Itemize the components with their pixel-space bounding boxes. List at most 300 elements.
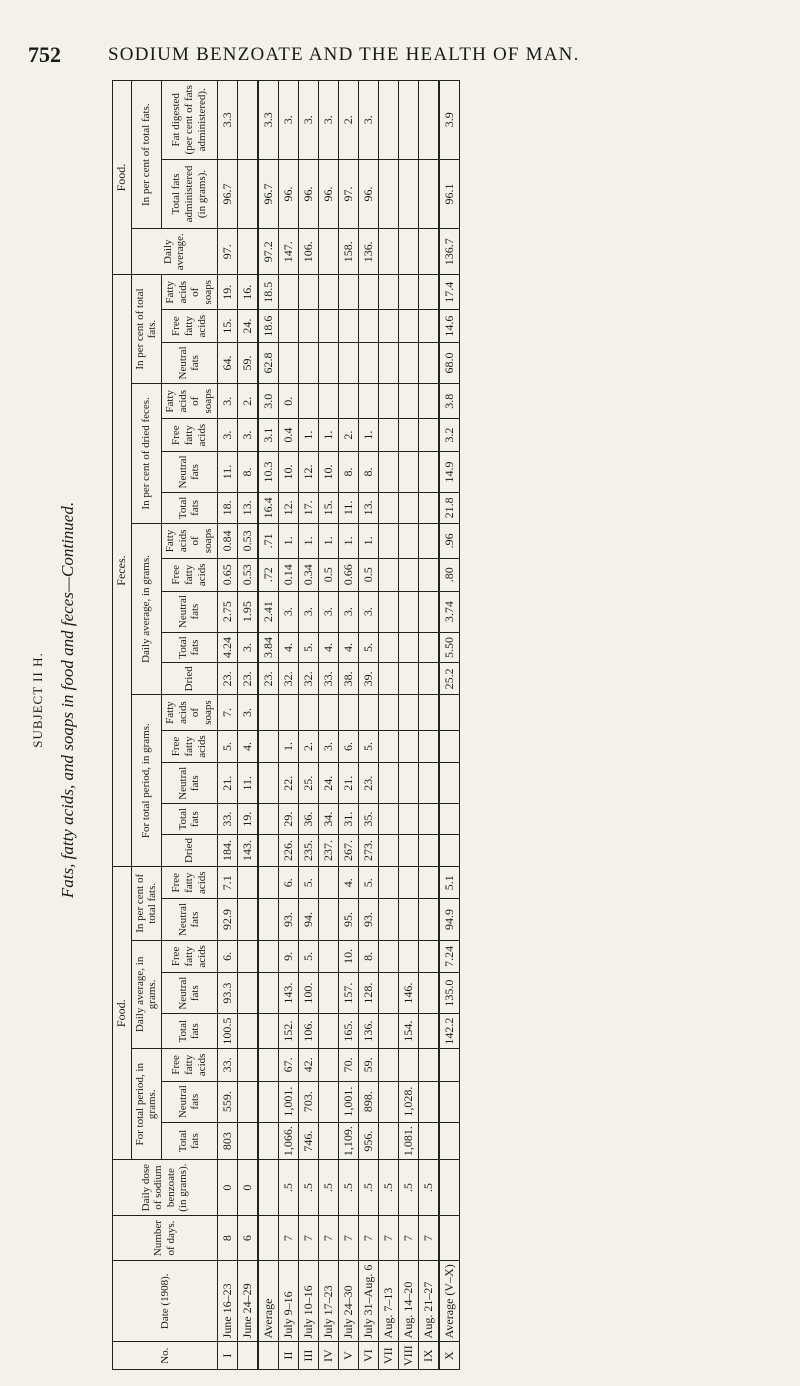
h-xp-ffa: Free fatty acids (162, 419, 218, 451)
cell-non: 3. (318, 81, 338, 160)
cell-xd-neu: 1.95 (237, 591, 258, 632)
cell-xd-soap: 1. (338, 523, 358, 558)
cell-xd-neu: 2.41 (258, 591, 279, 632)
cell-no: IV (318, 1342, 338, 1370)
cell-dose: .5 (298, 1160, 318, 1215)
cell-xp-ffa (378, 419, 398, 451)
cell-xt-neu (338, 342, 358, 383)
cell-x-tot (439, 804, 460, 835)
cell-xd-ffa: 0.14 (278, 559, 298, 591)
cell-xd-dr (378, 663, 398, 695)
cell-x-tot (378, 804, 398, 835)
cell-xp-ffa (398, 419, 418, 451)
cell-f-ffa (378, 1049, 398, 1081)
cell-fp-ffa (237, 867, 258, 899)
cell-xp-neu: 10. (318, 451, 338, 492)
cell-x-neu (398, 763, 418, 804)
cell-days: 7 (338, 1215, 358, 1260)
cell-xp-tot (398, 493, 418, 524)
cell-xt-ffa (278, 310, 298, 342)
cell-f-neu: 1,001. (338, 1081, 358, 1122)
cell-xd-soap: 1. (278, 523, 298, 558)
cell-date: July 10–16 (298, 1261, 318, 1342)
cell-xt-neu (358, 342, 378, 383)
cell-f-tot: 803 (217, 1122, 237, 1160)
cell-dig (418, 159, 439, 229)
cell-fdt: 97. (217, 229, 237, 275)
cell-f-ffa: 59. (358, 1049, 378, 1081)
cell-no: VIII (398, 1342, 418, 1370)
cell-xt-soap (298, 275, 318, 310)
rotated-table-container (112, 80, 792, 1370)
cell-xd-dr: 33. (318, 663, 338, 695)
cell-x-neu (378, 763, 398, 804)
cell-fd-ffa: 7.24 (439, 940, 460, 972)
cell-xp-neu (418, 451, 439, 492)
cell-fp-neu (318, 899, 338, 940)
cell-date: July 9–16 (278, 1261, 298, 1342)
h-f-ffa: Free fatty acids (162, 1049, 218, 1081)
cell-f-neu: 703. (298, 1081, 318, 1122)
cell-xd-tot: 4.24 (217, 632, 237, 663)
cell-x-soap (278, 695, 298, 730)
cell-x-dr (398, 834, 418, 866)
cell-non (418, 81, 439, 160)
cell-non: 2. (338, 81, 358, 160)
cell-non: 3.3 (217, 81, 237, 160)
cell-xd-neu: 3.74 (439, 591, 460, 632)
cell-x-ffa: 2. (298, 730, 318, 762)
cell-days: 7 (398, 1215, 418, 1260)
cell-no: VI (358, 1342, 378, 1370)
cell-xp-neu: 8. (338, 451, 358, 492)
cell-x-neu: 24. (318, 763, 338, 804)
col-days: Number of days. (113, 1215, 218, 1260)
cell-fd-tot: 142.2 (439, 1014, 460, 1049)
cell-xp-tot: 21.8 (439, 493, 460, 524)
cell-dig (398, 159, 418, 229)
cell-xt-ffa: 15. (217, 310, 237, 342)
table-row (398, 81, 418, 1370)
cell-fp-ffa: 5. (358, 867, 378, 899)
cell-date: July 17–23 (318, 1261, 338, 1342)
cell-xd-ffa: 0.5 (318, 559, 338, 591)
cell-fd-tot: 154. (398, 1014, 418, 1049)
cell-xt-ffa (318, 310, 338, 342)
cell-xt-soap: 18.5 (258, 275, 279, 310)
cell-xd-neu: 2.75 (217, 591, 237, 632)
cell-xp-ffa: 1. (358, 419, 378, 451)
cell-xd-neu: 3. (338, 591, 358, 632)
cell-fd-ffa (398, 940, 418, 972)
cell-x-soap (439, 695, 460, 730)
cell-days: 7 (318, 1215, 338, 1260)
cell-no: V (338, 1342, 358, 1370)
cell-xd-dr: 23. (237, 663, 258, 695)
cell-x-dr: 184. (217, 834, 237, 866)
cell-x-tot: 34. (318, 804, 338, 835)
cell-f-ffa (318, 1049, 338, 1081)
cell-fd-tot (258, 1014, 279, 1049)
cell-xd-soap (398, 523, 418, 558)
cell-xd-tot: 5. (358, 632, 378, 663)
cell-fp-neu (258, 899, 279, 940)
cell-f-ffa: 70. (338, 1049, 358, 1081)
cell-x-tot (398, 804, 418, 835)
cell-xt-soap (318, 275, 338, 310)
cell-x-dr: 235. (298, 834, 318, 866)
cell-f-tot (318, 1122, 338, 1160)
cell-days (258, 1215, 279, 1260)
cell-fd-ffa: 5. (298, 940, 318, 972)
cell-xd-dr: 32. (298, 663, 318, 695)
h-xt-neu: Neutral fats (162, 342, 218, 383)
h-fdt: Total fats administered (in grams). (162, 159, 218, 229)
cell-fp-neu: 95. (338, 899, 358, 940)
feces-daily-average: Daily average, in grams. (131, 523, 161, 695)
cell-fp-neu: 93. (358, 899, 378, 940)
group-food: Food. (113, 867, 132, 1160)
cell-f-tot (418, 1122, 439, 1160)
cell-fd-tot: 136. (358, 1014, 378, 1049)
cell-fp-ffa (258, 867, 279, 899)
cell-x-soap (258, 695, 279, 730)
col-dose: Daily dose of sodium benzoate (in grams). (113, 1160, 218, 1215)
cell-non (378, 81, 398, 160)
cell-xt-ffa (418, 310, 439, 342)
cell-xp-tot: 12. (278, 493, 298, 524)
cell-xt-soap (358, 275, 378, 310)
table-row (278, 81, 298, 1370)
h-fd-tot: Total fats (162, 1014, 218, 1049)
cell-fd-tot: 106. (298, 1014, 318, 1049)
cell-x-dr: 267. (338, 834, 358, 866)
cell-f-tot: 1,081. (398, 1122, 418, 1160)
cell-xt-ffa: 14.6 (439, 310, 460, 342)
table-row (318, 81, 338, 1370)
cell-fd-tot (318, 1014, 338, 1049)
cell-xd-ffa: 0.66 (338, 559, 358, 591)
cell-x-tot: 31. (338, 804, 358, 835)
cell-date: June 16–23 (217, 1261, 237, 1342)
cell-non (398, 81, 418, 160)
cell-xd-soap: 1. (298, 523, 318, 558)
cell-dose: .5 (378, 1160, 398, 1215)
cell-no: I (217, 1342, 237, 1370)
cell-xp-neu (398, 451, 418, 492)
cell-xp-soap (358, 384, 378, 419)
cell-x-tot: 36. (298, 804, 318, 835)
cell-xd-tot: 3.84 (258, 632, 279, 663)
cell-x-ffa (398, 730, 418, 762)
page-number: 752 (28, 42, 61, 67)
cell-date: Aug. 7–13 (378, 1261, 398, 1342)
h-f-neu: Neutral fats (162, 1081, 218, 1122)
cell-date: Aug. 21–27 (418, 1261, 439, 1342)
cell-date: Average (V–X) (439, 1261, 460, 1342)
cell-dig: 96. (318, 159, 338, 229)
cell-xt-soap (398, 275, 418, 310)
cell-xp-soap: 0. (278, 384, 298, 419)
cell-xd-ffa (418, 559, 439, 591)
cell-fp-neu (418, 899, 439, 940)
cell-xd-ffa: 0.5 (358, 559, 378, 591)
cell-x-soap (298, 695, 318, 730)
table-body (217, 81, 459, 1370)
cell-xt-ffa (338, 310, 358, 342)
cell-xt-ffa (298, 310, 318, 342)
cell-x-dr (418, 834, 439, 866)
cell-xt-neu: 59. (237, 342, 258, 383)
cell-dose: .5 (338, 1160, 358, 1215)
cell-fd-tot: 165. (338, 1014, 358, 1049)
h-xd-tot: Total fats (162, 632, 218, 663)
cell-fp-ffa: 5. (298, 867, 318, 899)
cell-fd-ffa: 9. (278, 940, 298, 972)
cell-f-ffa (439, 1049, 460, 1081)
cell-xd-dr: 32. (278, 663, 298, 695)
cell-xt-ffa: 24. (237, 310, 258, 342)
cell-x-dr: 273. (358, 834, 378, 866)
table-row (418, 81, 439, 1370)
cell-x-ffa (258, 730, 279, 762)
cell-days: 7 (418, 1215, 439, 1260)
cell-fd-neu: 135.0 (439, 973, 460, 1014)
cell-xt-neu (318, 342, 338, 383)
cell-f-tot: 1,066. (278, 1122, 298, 1160)
cell-f-tot: 956. (358, 1122, 378, 1160)
cell-fp-neu: 94.9 (439, 899, 460, 940)
table-row (258, 81, 279, 1370)
cell-dig: 96. (278, 159, 298, 229)
cell-fp-ffa: 4. (338, 867, 358, 899)
cell-f-neu: 559. (217, 1081, 237, 1122)
cell-days: 7 (278, 1215, 298, 1260)
cell-no (237, 1342, 258, 1370)
subject-heading: SUBJECT II H. (30, 652, 45, 748)
cell-xp-tot (378, 493, 398, 524)
cell-fp-neu: 94. (298, 899, 318, 940)
food-total-period: For total period, in grams. (131, 1049, 161, 1160)
h-xd-ffa: Free fatty acids (162, 559, 218, 591)
cell-xd-ffa (398, 559, 418, 591)
feces-dried-pct: In per cent of dried feces. (131, 384, 161, 524)
cell-fp-neu: 92.9 (217, 899, 237, 940)
feces-total-fats-pct: In per cent of total fats. (131, 275, 161, 384)
cell-xp-soap (398, 384, 418, 419)
h-x-dr: Dried (162, 834, 218, 866)
cell-fd-ffa: 10. (338, 940, 358, 972)
table-row (298, 81, 318, 1370)
h-x-tot: Total fats (162, 804, 218, 835)
cell-x-ffa (378, 730, 398, 762)
cell-xt-soap: 19. (217, 275, 237, 310)
cell-fd-neu: 143. (278, 973, 298, 1014)
cell-x-ffa (418, 730, 439, 762)
cell-xt-neu: 64. (217, 342, 237, 383)
cell-days: 7 (298, 1215, 318, 1260)
h-xp-soap: Fatty acids of soaps (162, 384, 218, 419)
cell-non: 3. (298, 81, 318, 160)
cell-x-tot (258, 804, 279, 835)
h-x-neu: Neutral fats (162, 763, 218, 804)
cell-x-tot: 35. (358, 804, 378, 835)
cell-no: II (278, 1342, 298, 1370)
cell-xp-neu: 8. (237, 451, 258, 492)
cell-fdt: 97.2 (258, 229, 279, 275)
cell-x-soap (378, 695, 398, 730)
cell-xt-soap: 17.4 (439, 275, 460, 310)
cell-fdt: 136. (358, 229, 378, 275)
cell-xp-soap (338, 384, 358, 419)
cell-xd-dr: 25.2 (439, 663, 460, 695)
cell-f-ffa: 42. (298, 1049, 318, 1081)
cell-xt-neu (298, 342, 318, 383)
cell-xd-soap: .96 (439, 523, 460, 558)
table-row (439, 81, 460, 1370)
cell-xd-tot (398, 632, 418, 663)
cell-fp-neu (378, 899, 398, 940)
h-xp-tot: Total fats (162, 493, 218, 524)
cell-xp-neu: 8. (358, 451, 378, 492)
cell-x-soap (398, 695, 418, 730)
cell-x-neu: 21. (217, 763, 237, 804)
cell-xd-soap (418, 523, 439, 558)
cell-fd-neu (237, 973, 258, 1014)
cell-x-neu: 25. (298, 763, 318, 804)
cell-non: 3. (358, 81, 378, 160)
cell-non: 3.3 (258, 81, 279, 160)
cell-x-neu (439, 763, 460, 804)
running-head: SODIUM BENZOATE AND THE HEALTH OF MAN. (108, 44, 580, 65)
cell-dig: 96.7 (217, 159, 237, 229)
cell-f-ffa: 33. (217, 1049, 237, 1081)
cell-fdt: 106. (298, 229, 318, 275)
h-x-ffa: Free fatty acids (162, 730, 218, 762)
cell-dig: 96. (358, 159, 378, 229)
cell-fp-neu (398, 899, 418, 940)
h-fd-ffa: Free fatty acids (162, 940, 218, 972)
h-fp-neu: Neutral fats (162, 899, 218, 940)
cell-f-neu: 1,001. (278, 1081, 298, 1122)
cell-fd-neu (258, 973, 279, 1014)
cell-xd-dr: 23. (258, 663, 279, 695)
cell-f-ffa: 67. (278, 1049, 298, 1081)
cell-xp-soap: 3.0 (258, 384, 279, 419)
cell-no: III (298, 1342, 318, 1370)
cell-fd-tot: 100.5 (217, 1014, 237, 1049)
cell-xp-ffa: 3.2 (439, 419, 460, 451)
cell-x-ffa: 6. (338, 730, 358, 762)
cell-f-tot (439, 1122, 460, 1160)
cell-fd-neu: 146. (398, 973, 418, 1014)
cell-f-neu: 1,028. (398, 1081, 418, 1122)
cell-f-ffa (258, 1049, 279, 1081)
cell-days: 6 (237, 1215, 258, 1260)
cell-xp-soap (378, 384, 398, 419)
cell-dig: 97. (338, 159, 358, 229)
cell-days: 7 (358, 1215, 378, 1260)
cell-xp-neu: 11. (217, 451, 237, 492)
cell-xp-tot: 17. (298, 493, 318, 524)
table-row (378, 81, 398, 1370)
table-row (338, 81, 358, 1370)
cell-fp-ffa: 7.1 (217, 867, 237, 899)
h-x-soap: Fatty acids of soaps (162, 695, 218, 730)
h-xt-ffa: Free fatty acids (162, 310, 218, 342)
cell-xd-ffa (378, 559, 398, 591)
cell-fd-ffa (378, 940, 398, 972)
cell-f-ffa (237, 1049, 258, 1081)
cell-dose: .5 (318, 1160, 338, 1215)
cell-fp-neu (237, 899, 258, 940)
cell-fd-tot (418, 1014, 439, 1049)
cell-xd-dr: 39. (358, 663, 378, 695)
group-feces: Feces. (113, 275, 132, 867)
cell-xd-ffa: 0.34 (298, 559, 318, 591)
cell-xd-soap: 0.84 (217, 523, 237, 558)
cell-x-dr (439, 834, 460, 866)
cell-xp-ffa: 0.4 (278, 419, 298, 451)
cell-dose: .5 (358, 1160, 378, 1215)
cell-no: IX (418, 1342, 439, 1370)
cell-f-neu (439, 1081, 460, 1122)
cell-non (237, 81, 258, 160)
cell-x-ffa: 5. (217, 730, 237, 762)
cell-xd-ffa: 0.65 (217, 559, 237, 591)
cell-dose: .5 (418, 1160, 439, 1215)
cell-xp-ffa: 2. (338, 419, 358, 451)
cell-dose: .5 (398, 1160, 418, 1215)
cell-f-ffa (398, 1049, 418, 1081)
cell-x-ffa (439, 730, 460, 762)
cell-xd-neu: 3. (358, 591, 378, 632)
cell-x-soap (318, 695, 338, 730)
cell-dose (439, 1160, 460, 1215)
cell-xd-dr: 38. (338, 663, 358, 695)
cell-dig (378, 159, 398, 229)
cell-x-tot: 29. (278, 804, 298, 835)
cell-x-ffa: 1. (278, 730, 298, 762)
h-xp-neu: Neutral fats (162, 451, 218, 492)
cell-non: 3.9 (439, 81, 460, 160)
cell-date: Average (258, 1261, 279, 1342)
cell-no: VII (378, 1342, 398, 1370)
cell-xd-tot (418, 632, 439, 663)
col-no: No. (113, 1342, 218, 1370)
cell-xd-dr: 23. (217, 663, 237, 695)
h-xd-neu: Neutral fats (162, 591, 218, 632)
cell-xp-soap: 3. (217, 384, 237, 419)
cell-xp-ffa: 1. (318, 419, 338, 451)
cell-fd-neu (378, 973, 398, 1014)
table-row (237, 81, 258, 1370)
cell-fp-ffa (378, 867, 398, 899)
cell-fd-ffa: 8. (358, 940, 378, 972)
cell-fd-neu: 93.3 (217, 973, 237, 1014)
cell-dig: 96.1 (439, 159, 460, 229)
cell-fdt (378, 229, 398, 275)
cell-f-neu: 898. (358, 1081, 378, 1122)
cell-xt-soap (418, 275, 439, 310)
cell-xd-tot: 5.50 (439, 632, 460, 663)
cell-xp-tot: 18. (217, 493, 237, 524)
cell-xt-soap (278, 275, 298, 310)
cell-x-neu (418, 763, 439, 804)
fats-table (112, 80, 460, 1370)
cell-x-neu: 23. (358, 763, 378, 804)
cell-fd-tot (237, 1014, 258, 1049)
